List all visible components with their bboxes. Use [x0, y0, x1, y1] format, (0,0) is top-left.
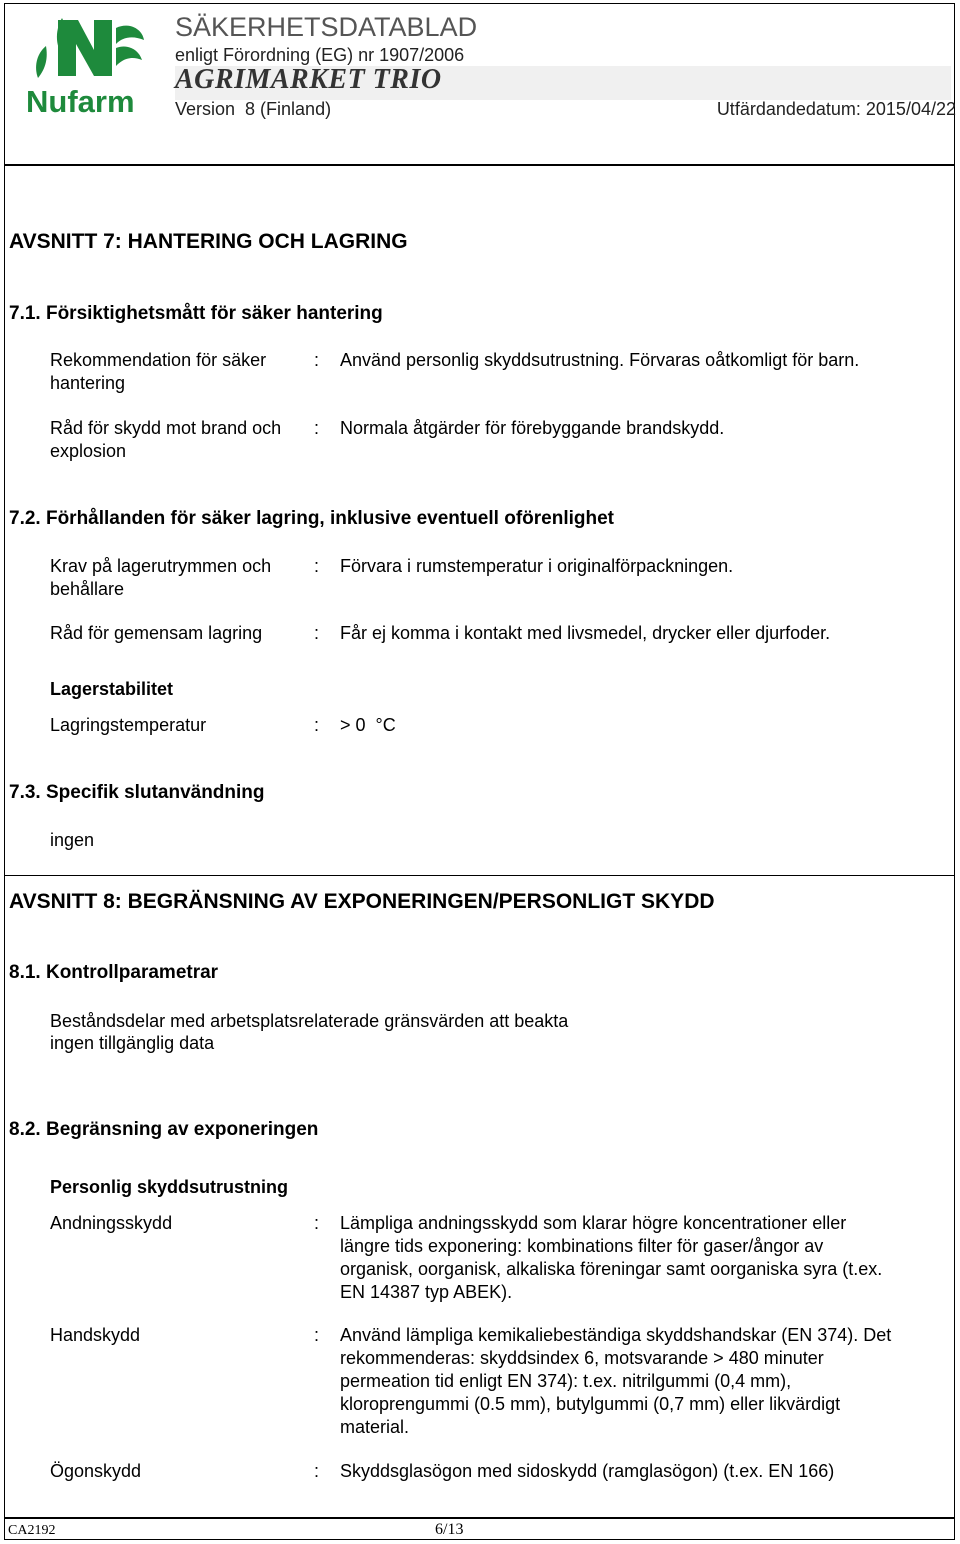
subsection-8-1-title: 8.1. Kontrollparametrar	[9, 962, 219, 983]
field-separator: :	[314, 418, 320, 438]
section-divider	[4, 875, 955, 876]
version-label: Version 8 (Finland)	[175, 99, 332, 119]
field-separator: :	[314, 556, 320, 576]
field-value: Normala åtgärder för förebyggande brandskydd.	[340, 418, 725, 438]
field-separator: :	[314, 1325, 320, 1345]
nufarm-logo	[24, 14, 150, 118]
regulation-subtitle: enligt Förordning (EG) nr 1907/2006	[175, 45, 465, 65]
storage-temp-label: Lagringstemperatur	[50, 715, 207, 735]
field-value: Använd lämpliga kemikaliebeständiga skyddshandskar (EN 374). Det rekommenderas: skyddsindex 6, motsvarande > 480 minuter permeation tid enligt EN 374): t.ex. nitrilgummi (0,4 mm), kloroprengummi (0.5 mm), butylgummi (0,7 mm) eller likvärdigt material.	[340, 1325, 892, 1437]
section-8-title: AVSNITT 8: BEGRÄNSNING AV EXPONERINGEN/PERSONLIGT SKYDD	[9, 890, 715, 913]
field-separator: :	[314, 623, 320, 643]
field-label: Råd för skydd mot brand och explosion	[50, 418, 282, 461]
stability-heading: Lagerstabilitet	[50, 679, 174, 699]
field-label: Krav på lagerutrymmen och behållare	[50, 556, 272, 599]
field-value: Lämpliga andningsskydd som klarar högre koncentrationer eller längre tids exponering: kombinations filter för gaser/ångor av organisk, oorganisk, alkaliska föreningar samt oorganiska syra (t.ex. EN 14387 typ ABEK).	[340, 1213, 883, 1302]
end-use-text: ingen	[50, 830, 95, 850]
storage-temp-value: > 0 °C	[340, 715, 396, 735]
field-label: Andningsskydd	[50, 1213, 173, 1233]
issue-date: Utfärdandedatum: 2015/04/22	[716, 99, 956, 119]
logo-text: Nufarm	[26, 84, 135, 118]
product-name: AGRIMARKET TRIO	[175, 64, 442, 95]
subsection-7-1-title: 7.1. Försiktighetsmått för säker hantering	[9, 303, 383, 324]
subsection-7-3-title: 7.3. Specifik slutanvändning	[9, 782, 265, 803]
control-params-status: ingen tillgänglig data	[50, 1033, 215, 1053]
field-label: Råd för gemensam lagring	[50, 623, 263, 643]
control-params-text: Beståndsdelar med arbetsplatsrelaterade gränsvärden att beakta	[50, 1011, 569, 1031]
field-separator: :	[314, 1213, 320, 1233]
field-separator: :	[314, 715, 320, 735]
field-separator: :	[314, 350, 320, 370]
field-value: Förvara i rumstemperatur i originalförpackningen.	[340, 556, 734, 576]
document-code: CA2192	[8, 1523, 56, 1538]
page-number: 6/13	[435, 1521, 464, 1538]
ppe-heading: Personlig skyddsutrustning	[50, 1177, 289, 1197]
field-value: Skyddsglasögon med sidoskydd (ramglasögon) (t.ex. EN 166)	[340, 1461, 835, 1481]
document-title: SÄKERHETSDATABLAD	[175, 12, 478, 42]
page-footer	[4, 1517, 955, 1540]
section-7-title: AVSNITT 7: HANTERING OCH LAGRING	[9, 230, 408, 253]
field-label: Ögonskydd	[50, 1461, 142, 1481]
field-label: Rekommendation för säker hantering	[50, 350, 267, 393]
field-value: Använd personlig skyddsutrustning. Förvaras oåtkomligt för barn.	[340, 350, 860, 370]
field-value: Får ej komma i kontakt med livsmedel, drycker eller djurfoder.	[340, 623, 831, 643]
field-label: Handskydd	[50, 1325, 141, 1345]
subsection-7-2-title: 7.2. Förhållanden för säker lagring, inklusive eventuell oförenlighet	[9, 508, 614, 529]
field-separator: :	[314, 1461, 320, 1481]
subsection-8-2-title: 8.2. Begränsning av exponeringen	[9, 1119, 319, 1140]
